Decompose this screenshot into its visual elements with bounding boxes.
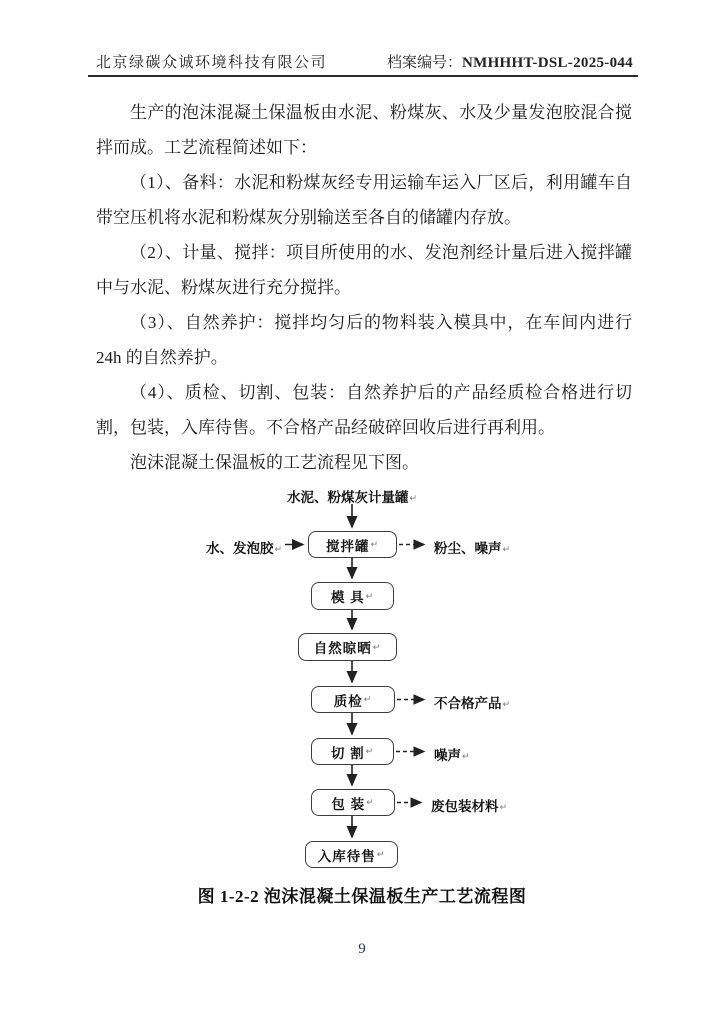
- return-mark: ↵: [502, 544, 511, 554]
- flow-node-packaging: [311, 789, 395, 816]
- paragraph-step-4: （4）、质检、切割、包装：自然养护后的产品经质检合格进行切割，包装，入库待售。不合格产品经破碎回收后进行再利用。: [96, 383, 632, 437]
- flow-label-text: 水泥、粉煤灰计量罐: [286, 490, 409, 505]
- flow-node-label: 模 具: [330, 590, 365, 605]
- flow-side-label-waste-packaging: [431, 795, 507, 815]
- flow-node-warehouse: [305, 841, 398, 868]
- flow-label-metering-tank: [252, 486, 452, 506]
- paragraph-step-3: （3）、自然养护：搅拌均匀后的物料装入模具中，在车间内进行 24h 的自然养护。: [96, 313, 632, 367]
- flow-node-mold: [311, 582, 394, 610]
- flow-label-text: 水、发泡胶: [205, 541, 274, 556]
- flow-side-label-rejects: [434, 692, 510, 712]
- figure-caption: 图 1-2-2 泡沫混凝土保温板生产工艺流程图: [197, 887, 527, 906]
- flow-node-label: 搅拌罐: [325, 538, 370, 554]
- doc-number-label: 档案编号：: [386, 55, 462, 71]
- flow-side-text: 不合格产品: [434, 696, 502, 711]
- flow-node-label: 自然晾晒: [313, 641, 372, 656]
- flow-side-label-dust-noise: [434, 537, 510, 557]
- page-number: 9: [358, 941, 366, 957]
- return-mark: ↵: [372, 641, 382, 652]
- return-mark: ↵: [370, 539, 380, 549]
- flow-node-label: 切 割: [330, 745, 365, 761]
- doc-number-value: NMHHHT-DSL-2025-044: [462, 55, 633, 71]
- flow-side-text: 噪声: [434, 748, 461, 763]
- flow-node-quality-check: [311, 686, 395, 713]
- flow-side-text: 废包装材料: [431, 799, 499, 814]
- header-doc-number: [387, 51, 633, 72]
- header-company-name: 北京绿碳众诚环境科技有限公司: [96, 55, 328, 71]
- paragraph-step-2: （2）、计量、搅拌：项目所使用的水、发泡剂经计量后进入搅拌罐中与水泥、粉煤灰进行充分搅拌。: [96, 243, 632, 297]
- return-mark: ↵: [502, 699, 511, 709]
- flow-node-label: 质检: [333, 693, 363, 709]
- paragraph-intro: 生产的泡沫混凝土保温板由水泥、粉煤灰、水及少量发泡胶混合搅拌而成。工艺流程简述如下：: [96, 103, 632, 157]
- return-mark: ↵: [365, 746, 375, 756]
- flow-side-text: 粉尘、噪声: [434, 541, 502, 556]
- return-mark: ↵: [363, 694, 373, 704]
- return-mark: ↵: [376, 849, 386, 859]
- flow-label-water-foaming-agent: [180, 537, 282, 557]
- header-divider: [88, 75, 638, 77]
- return-mark: ↵: [409, 493, 418, 503]
- return-mark: ↵: [274, 544, 282, 554]
- body-text: [96, 95, 632, 480]
- paragraph-step-1: （1）、备料：水泥和粉煤灰经专用运输车运入厂区后，利用罐车自带空压机将水泥和粉煤灰分别输送至各自的储罐内存放。: [96, 173, 632, 227]
- flow-node-mixing-tank: [308, 531, 397, 558]
- flow-node-label: 包 装: [331, 796, 366, 812]
- paragraph-figure-lead: 泡沫混凝土保温板的工艺流程见下图。: [130, 453, 419, 472]
- return-mark: ↵: [365, 590, 375, 601]
- return-mark: ↵: [499, 802, 508, 812]
- flow-node-label: 入库待售: [317, 848, 376, 864]
- flow-node-natural-drying: [298, 633, 397, 661]
- flow-side-label-noise: [434, 744, 470, 764]
- return-mark: ↵: [462, 751, 470, 761]
- flow-node-cutting: [311, 738, 394, 765]
- return-mark: ↵: [366, 797, 375, 807]
